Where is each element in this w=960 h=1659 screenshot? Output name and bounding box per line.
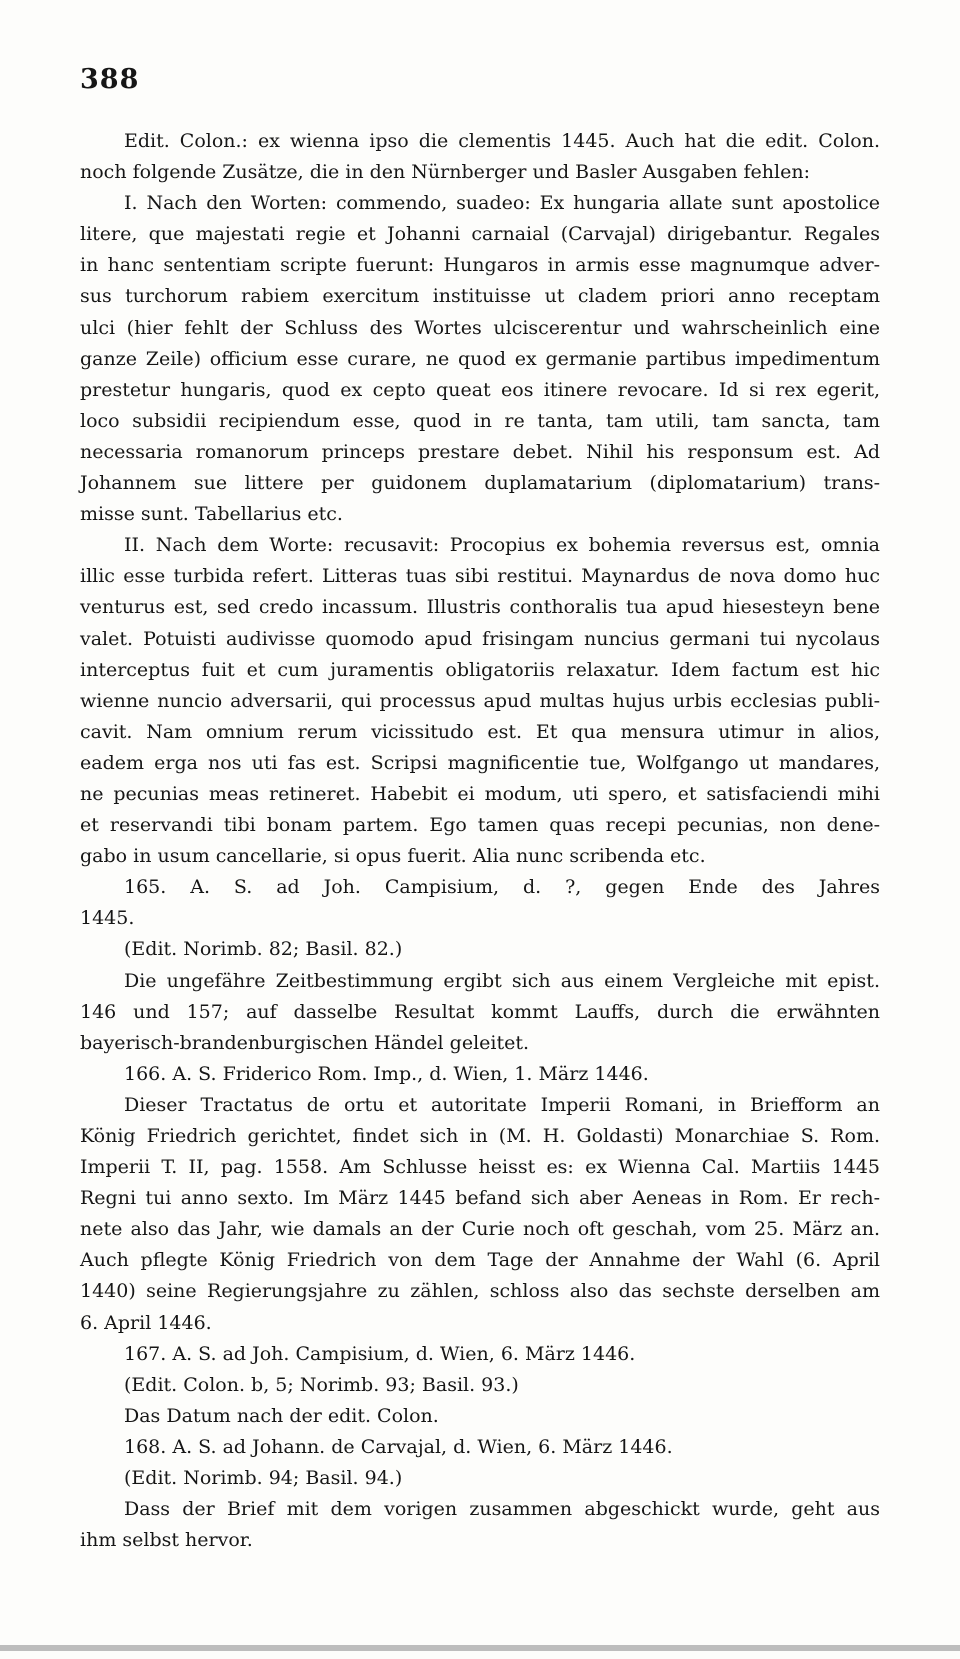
text-line: loco subsidii recipiendum esse, quod in re tanta, tam utili, tam sancta, tam [80, 409, 880, 432]
text-line: 1445. [80, 907, 135, 930]
text-line: Das Datum nach der edit. Colon. [124, 1404, 439, 1427]
scan-edge [0, 1645, 960, 1651]
text-line: prestetur hungaris, quod ex cepto queat eos itinere revocare. Id si rex egerit, [80, 378, 880, 401]
text-line: Regni tui anno sexto. Im März 1445 befand sich aber Aeneas in Rom. Er rech- [80, 1187, 880, 1210]
text-line: II. Nach dem Worte: recusavit: Procopius ex bohemia reversus est, omnia [124, 534, 880, 557]
text-line: noch folgende Zusätze, die in den Nürnberger und Basler Ausgaben fehlen: [80, 161, 810, 184]
entry-heading-166: 166. A. S. Friderico Rom. Imp., d. Wien, 1. März 1446. [124, 1062, 649, 1085]
text-line: bayerisch-brandenburgischen Händel geleitet. [80, 1031, 530, 1054]
text-line: interceptus fuit et cum juramentis obligatoriis relaxatur. Idem factum est hic [80, 658, 880, 681]
text-line: Dass der Brief mit dem vorigen zusammen abgeschickt wurde, geht aus [124, 1498, 880, 1521]
text-line: gabo in usum cancellarie, si opus fuerit. Alia nunc scribenda etc. [80, 845, 706, 868]
body-text [80, 126, 880, 1556]
text-line: eadem erga nos uti fas est. Scripsi magnificentie tue, Wolfgango ut mandares, [80, 751, 880, 774]
entry-heading-168: 168. A. S. ad Johann. de Carvajal, d. Wien, 6. März 1446. [124, 1435, 673, 1458]
entry-heading-165: 165. A. S. ad Joh. Campisium, d. ?, gegen Ende des Jahres [124, 876, 880, 899]
text-line: Dieser Tractatus de ortu et autoritate Imperii Romani, in Briefform an [124, 1093, 880, 1116]
text-line: venturus est, sed credo incassum. Illustris conthoralis tua apud hiesesteyn bene [80, 596, 880, 619]
edition-reference: (Edit. Norimb. 82; Basil. 82.) [124, 938, 403, 961]
text-line: misse sunt. Tabellarius etc. [80, 503, 343, 526]
text-line: König Friedrich gerichtet, findet sich in (M. H. Goldasti) Monarchiae S. Rom. [80, 1125, 880, 1147]
text-line: wienne nuncio adversarii, qui processus apud multas hujus urbis ecclesias publi- [80, 689, 880, 712]
text-line: I. Nach den Worten: commendo, suadeo: Ex hungaria allate sunt apostolice [124, 192, 880, 215]
text-line: cavit. Nam omnium rerum vicissitudo est. Et qua mensura utimur in alios, [80, 720, 880, 743]
text-line: ihm selbst hervor. [80, 1529, 253, 1552]
text-line: Die ungefähre Zeitbestimmung ergibt sich aus einem Vergleiche mit epist. [124, 969, 880, 992]
text-line: Edit. Colon.: ex wienna ipso die clementis 1445. Auch hat die edit. Colon. [124, 130, 880, 152]
text-line: ne pecunias meas retineret. Habebit ei modum, uti spero, et satisfaciendi mihi [80, 782, 880, 805]
entry-heading-167: 167. A. S. ad Joh. Campisium, d. Wien, 6. März 1446. [124, 1342, 636, 1365]
text-line: nete also das Jahr, wie damals an der Curie noch oft geschah, vom 25. März an. [80, 1218, 880, 1241]
text-line: et reservandi tibi bonam partem. Ego tamen quas recepi pecunias, non dene- [80, 814, 880, 837]
text-line: ganze Zeile) officium esse curare, ne quod ex germanie partibus impedimentum [80, 347, 880, 370]
text-line: Imperii T. II, pag. 1558. Am Schlusse heisst es: ex Wienna Cal. Martiis 1445 [80, 1156, 880, 1179]
text-line: 6. April 1446. [80, 1311, 212, 1334]
text-line: necessaria romanorum princeps prestare debet. Nihil his responsum est. Ad [80, 440, 880, 463]
text-line: 146 und 157; auf dasselbe Resultat kommt Lauffs, durch die erwähnten [80, 1000, 880, 1023]
text-line: in hanc sententiam scripte fuerunt: Hungaros in armis esse magnumque adver- [80, 254, 880, 277]
text-line: illic esse turbida refert. Litteras tuas sibi restitui. Maynardus de nova domo huc [80, 565, 880, 588]
edition-reference: (Edit. Norimb. 94; Basil. 94.) [124, 1467, 403, 1490]
text-line: Johannem sue littere per guidonem duplamatarium (diplomatarium) trans- [80, 472, 880, 495]
text-line: litere, que majestati regie et Johanni carnaial (Carvajal) dirigebantur. Regales [80, 223, 880, 246]
text-line: ulci (hier fehlt der Schluss des Wortes ulciscerentur und wahrscheinlich eine [80, 316, 880, 339]
text-line: valet. Potuisti audivisse quomodo apud frisingam nuncius germani tui nycolaus [80, 627, 880, 650]
page-number: 388 [80, 64, 140, 95]
text-line: sus turchorum rabiem exercitum instituisse ut cladem priori anno receptam [80, 285, 880, 308]
text-line: 1440) seine Regierungsjahre zu zählen, schloss also das sechste derselben am [80, 1280, 880, 1303]
text-line: Auch pflegte König Friedrich von dem Tage der Annahme der Wahl (6. April [80, 1249, 880, 1272]
edition-reference: (Edit. Colon. b, 5; Norimb. 93; Basil. 93.) [124, 1373, 519, 1396]
